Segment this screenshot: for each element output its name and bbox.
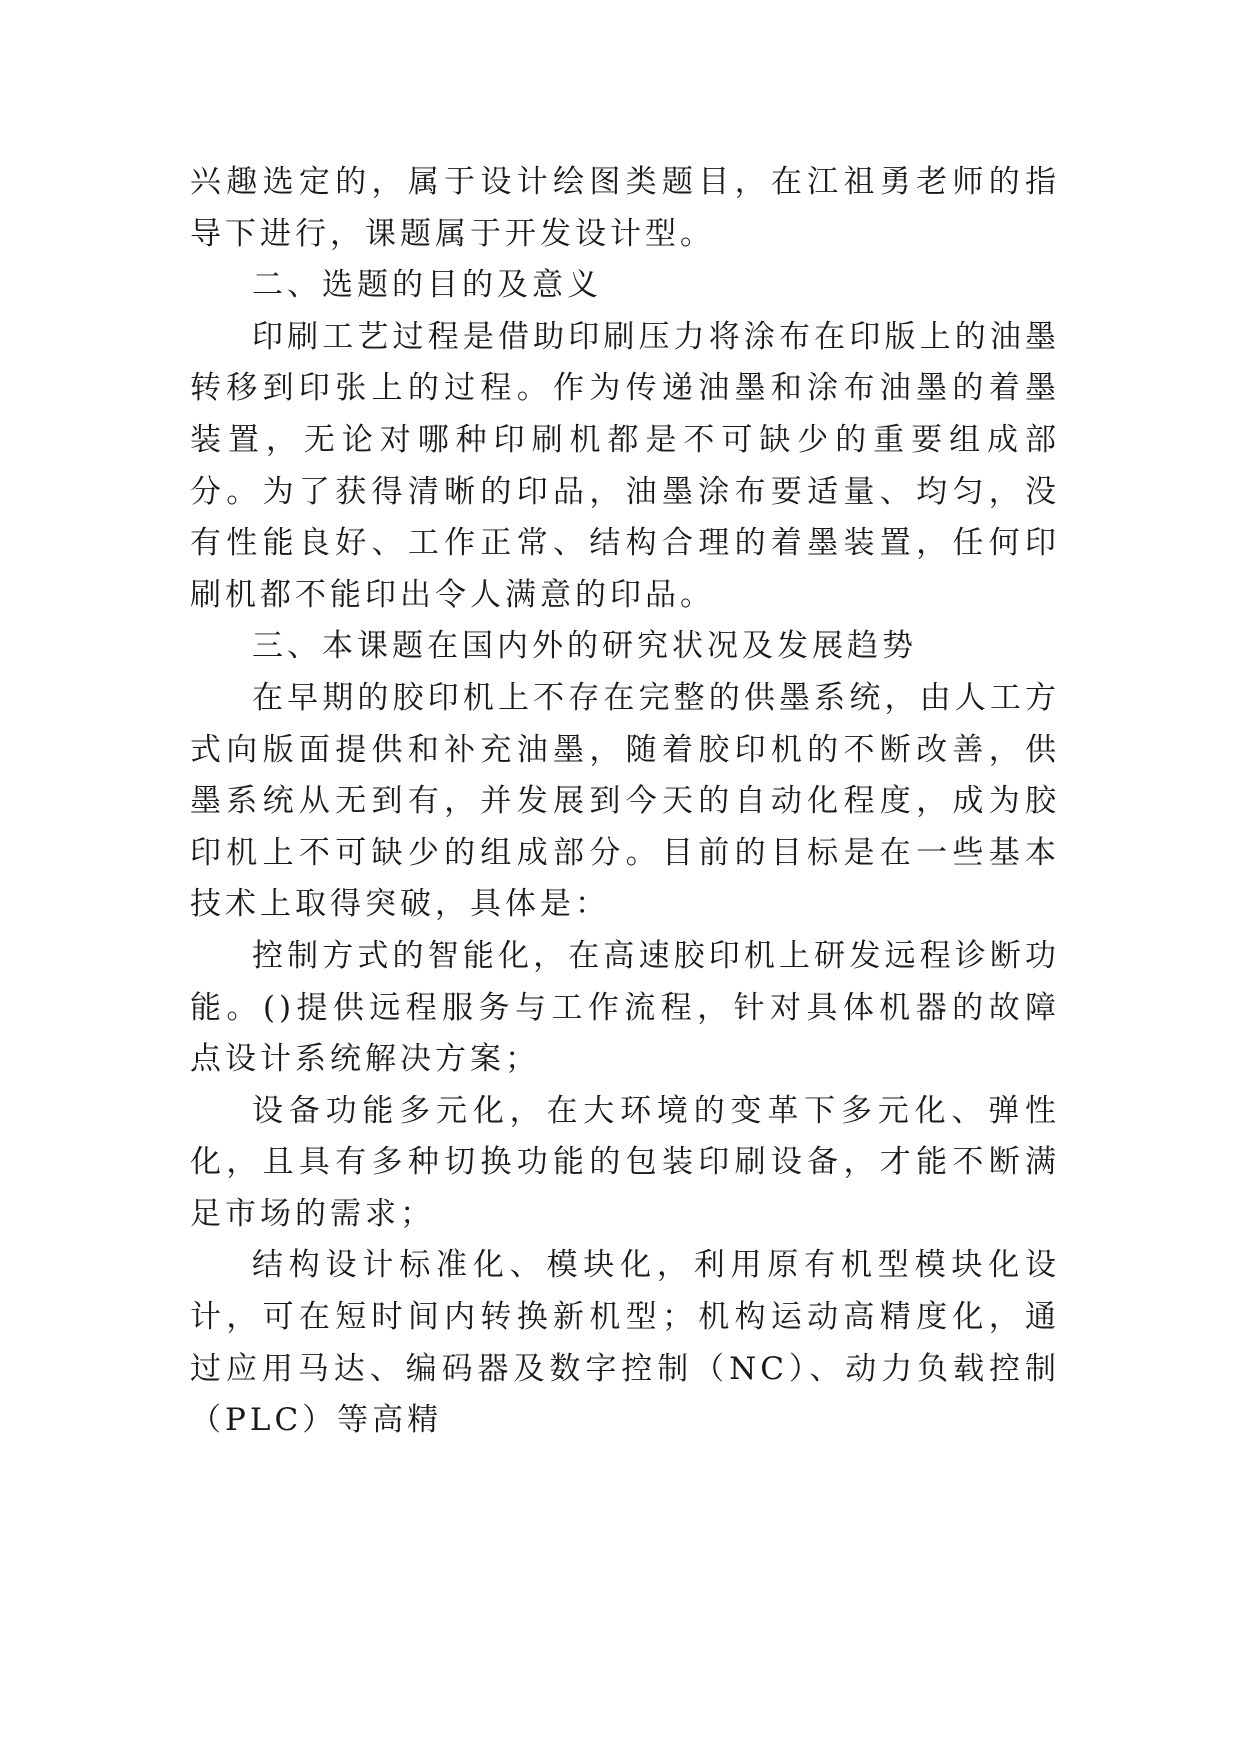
paragraph-intelligent-control: 控制方式的智能化，在高速胶印机上研发远程诊断功能。()提供远程服务与工作流程，针对具体机器的故障点设计系统解决方案；	[190, 937, 1060, 1078]
body-text	[190, 157, 1060, 1447]
paragraph-research-status: 在早期的胶印机上不存在完整的供墨系统，由人工方式向版面提供和补充油墨，随着胶印机的不断改善，供墨系统从无到有，并发展到今天的自动化程度，成为胶印机上不可缺少的组成部分。目前的目标是在一些基本技术上取得突破，具体是：	[190, 679, 1060, 923]
paragraph-continuation: 兴趣选定的，属于设计绘图类题目，在江祖勇老师的指导下进行，课题属于开发设计型。	[190, 164, 1060, 252]
section-heading-research-status: 三、本课题在国内外的研究状况及发展趋势	[252, 628, 917, 665]
section-heading-purpose: 二、选题的目的及意义	[252, 267, 602, 304]
paragraph-purpose: 印刷工艺过程是借助印刷压力将涂布在印版上的油墨转移到印张上的过程。作为传递油墨和涂布油墨的着墨装置，无论对哪种印刷机都是不可缺少的重要组成部分。为了获得清晰的印品，油墨涂布要适量、均匀，没有性能良好、工作正常、结构合理的着墨装置，任何印刷机都不能印出令人满意的印品。	[190, 318, 1060, 613]
paragraph-standardization: 结构设计标准化、模块化，利用原有机型模块化设计，可在短时间内转换新机型；机构运动高精度化，通过应用马达、编码器及数字控制（NC）、动力负载控制（PLC）等高精	[190, 1247, 1060, 1439]
paragraph-diversification: 设备功能多元化，在大环境的变革下多元化、弹性化，且具有多种切换功能的包装印刷设备，才能不断满足市场的需求；	[190, 1092, 1060, 1232]
